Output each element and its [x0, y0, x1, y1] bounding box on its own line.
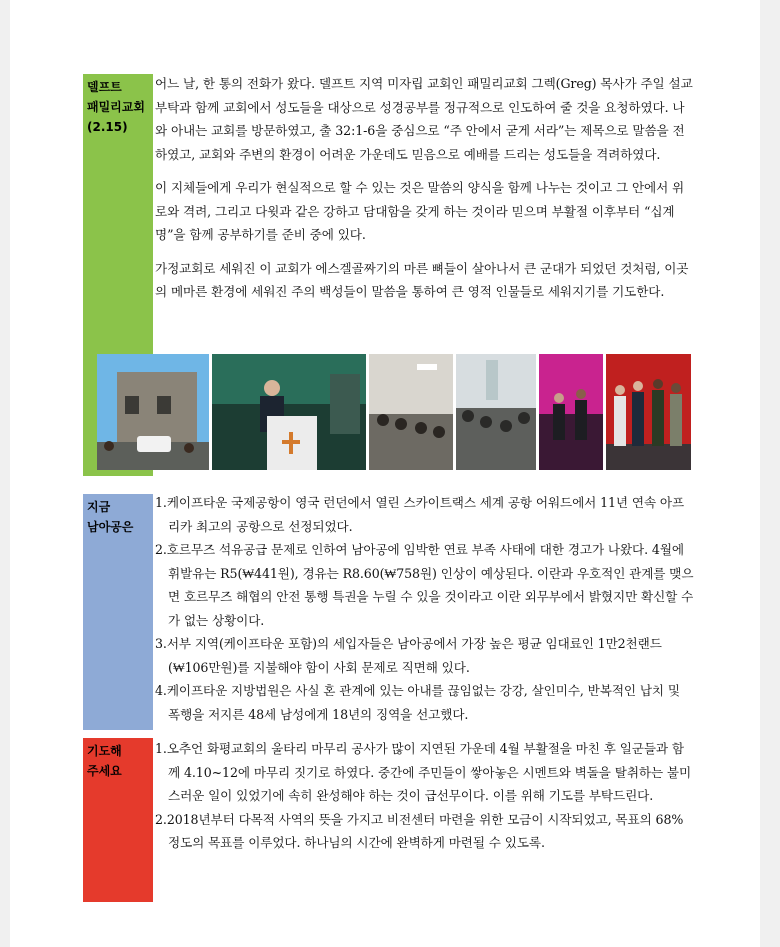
congregation-photo-1 [369, 354, 453, 470]
label-line: (2.15) [87, 120, 128, 134]
church-building-photo [97, 354, 209, 470]
label-line: 남아공은 [87, 520, 134, 534]
list-item: 3.서부 지역(케이프타운 포함)의 세입자들은 남아공에서 가장 높은 평균 임대료인 1만2천랜드(₩106만원)를 지불해야 함이 사회 문제로 직면해 있다. [155, 636, 662, 675]
newsletter-page [10, 0, 760, 947]
label-line: 주세요 [87, 764, 122, 778]
congregation-photo-2 [456, 354, 536, 470]
pink-light-service-photo [539, 354, 603, 470]
paragraph: 가정교회로 세워진 이 교회가 에스겔골짜기의 마른 뼈들이 살아나서 큰 군대가 되었던 것처럼, 이곳의 메마른 환경에 세워진 주의 백성들이 말씀을 통하여 큰 영적 인물들로 세워지기를 기도한다. [155, 260, 689, 299]
label-line: 기도해 [87, 744, 122, 758]
list-item: 1.케이프타운 국제공항이 영국 런던에서 열린 스카이트랙스 세계 공항 어워드에서 11년 연속 아프리카 최고의 공항으로 선정되었다. [155, 495, 685, 534]
paragraph: 이 지체들에게 우리가 현실적으로 할 수 있는 것은 말씀의 양식을 함께 나누는 것이고 그 안에서 위로와 격려, 그리고 다윗과 같은 강하고 담대함을 갖게 하는 것이라 믿으며 부활절 이후부터 “십계명”을 함께 공부하기를 준비 중에 있다. [155, 180, 685, 242]
section-body-south-africa [155, 491, 695, 726]
paragraph: 어느 날, 한 통의 전화가 왔다. 델프트 지역 미자립 교회인 패밀리교회 그렉(Greg) 목사가 주일 설교 부탁과 함께 교회에서 성도들을 대상으로 성경공부를 정규적으로 인도하여 줄 것을 요청하였다. 나와 아내는 교회를 방문하였고, 출 32:1-6을 중심으로 “주 안에서 굳게 서라”는 제목으로 말씀을 전하였고, 교회와 주변의 환경이 어려운 가운데도 믿음으로 예배를 드리는 성도들을 격려하였다. [155, 76, 693, 162]
section-label-prayer [83, 738, 153, 902]
list-item: 2.호르무즈 석유공급 문제로 인하여 남아공에 임박한 연료 부족 사태에 대한 경고가 나왔다. 4월에 휘발유는 R5(₩441원), 경유는 R8.60(₩758원) 인상이 예상된다. 이란과 우호적인 관계를 맺으면 호르무즈 해협의 안전 통행 특권을 누릴 수 있을 것이라고 이란 외무부에서 밝혔지만 확신할 수가 없는 상황이다. [155, 542, 694, 628]
label-line: 지금 [87, 500, 111, 514]
label-line: 패밀리교회 [87, 100, 145, 114]
photo-strip [97, 354, 691, 470]
list-item: 2.2018년부터 다목적 사역의 뜻을 가지고 비전센터 마련을 위한 모금이 시작되었고, 목표의 68% 정도의 목표를 이루었다. 하나님의 시간에 완벽하게 마련될 수 있도록. [155, 811, 684, 850]
group-portrait-photo [606, 354, 691, 470]
news-list [155, 491, 695, 726]
label-line: 델프트 [87, 80, 122, 94]
section-body-delft [155, 72, 695, 304]
section-label-south-africa [83, 494, 153, 730]
section-body-prayer [155, 737, 695, 855]
list-item: 4.케이프타운 지방법원은 사실 혼 관계에 있는 아내를 끊임없는 강강, 살인미수, 반복적인 납치 및 폭행을 저지른 48세 남성에게 18년의 징역을 선고했다. [155, 683, 680, 722]
list-item: 1.오추언 화평교회의 울타리 마무리 공사가 많이 지연된 가운데 4월 부활절을 마친 후 일군들과 함께 4.10~12에 마무리 짓기로 하였다. 중간에 주민들이 쌓아놓은 시멘트와 벽돌을 탈취하는 불미스러운 일이 있었기에 속히 완성해야 하는 것이 급선무이다. 이를 위해 기도를 부탁드린다. [155, 741, 692, 803]
preaching-pulpit-photo [212, 354, 366, 470]
prayer-list [155, 737, 695, 855]
